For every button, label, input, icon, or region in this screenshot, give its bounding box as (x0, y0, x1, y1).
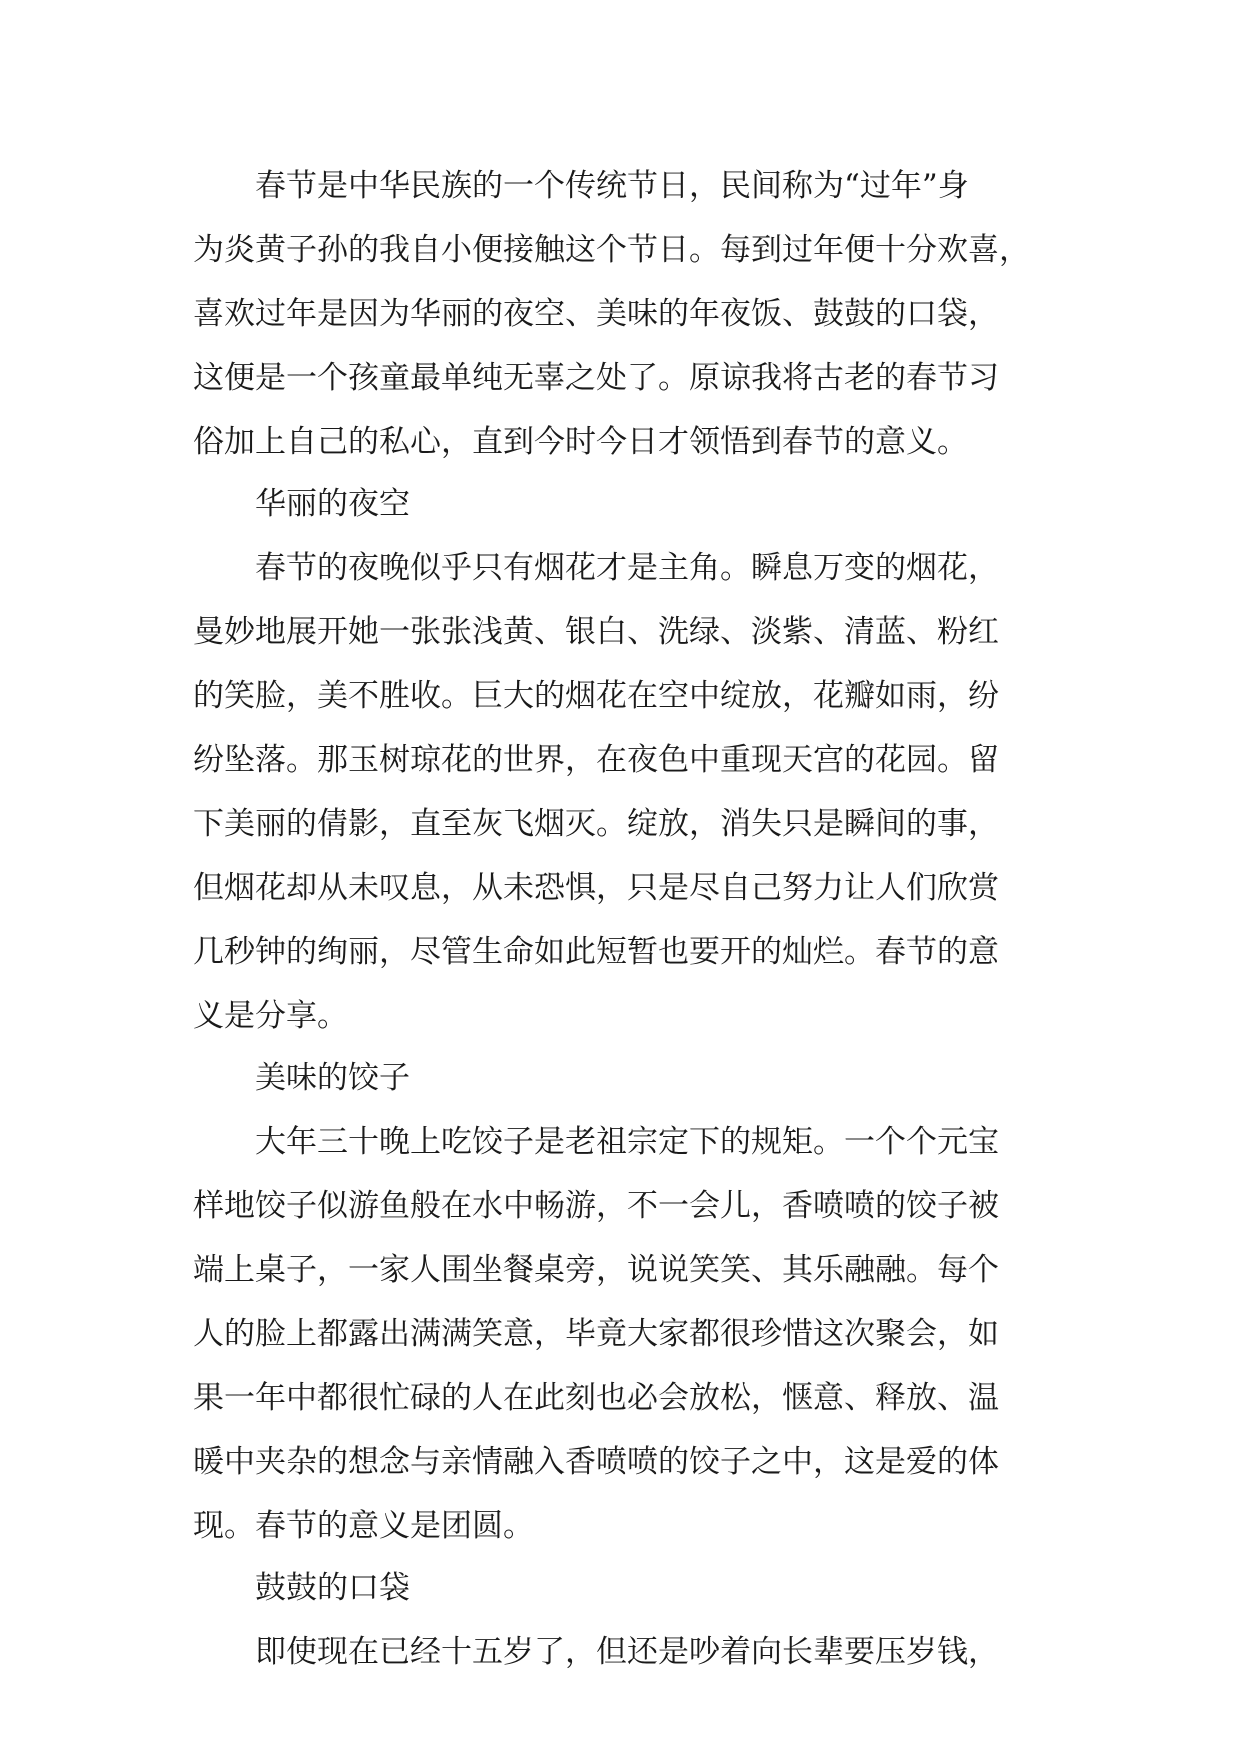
paragraph-line: 几秒钟的绚丽，尽管生命如此短暂也要开的灿烂。春节的意 (193, 934, 999, 970)
paragraph-line: 的笑脸，美不胜收。巨大的烟花在空中绽放，花瓣如雨，纷 (193, 678, 999, 714)
paragraph-line: 义是分享。 (193, 998, 348, 1034)
paragraph-line: 这便是一个孩童最单纯无辜之处了。原谅我将古老的春节习 (193, 360, 999, 396)
paragraph-line: 曼妙地展开她一张张浅黄、银白、洗绿、淡紫、清蓝、粉红 (193, 614, 999, 650)
paragraph-line: 端上桌子，一家人围坐餐桌旁，说说笑笑、其乐融融。每个 (193, 1252, 999, 1288)
paragraph-line: 春节的夜晚似乎只有烟花才是主角。瞬息万变的烟花， (255, 550, 999, 586)
paragraph-line: 果一年中都很忙碌的人在此刻也必会放松，惬意、释放、温 (193, 1380, 999, 1416)
paragraph-line: 喜欢过年是因为华丽的夜空、美味的年夜饭、鼓鼓的口袋， (193, 296, 999, 332)
paragraph-line: 大年三十晚上吃饺子是老祖宗定下的规矩。一个个元宝 (255, 1124, 999, 1160)
section-heading: 美味的饺子 (255, 1060, 410, 1096)
paragraph-line: 春节是中华民族的一个传统节日，民间称为“过年”身 (255, 168, 969, 204)
paragraph-line: 纷坠落。那玉树琼花的世界，在夜色中重现天宫的花园。留 (193, 742, 999, 778)
paragraph-line: 俗加上自己的私心，直到今时今日才领悟到春节的意义。 (193, 424, 968, 460)
paragraph-line: 现。春节的意义是团圆。 (193, 1508, 534, 1544)
paragraph-line: 为炎黄子孙的我自小便接触这个节日。每到过年便十分欢喜， (193, 232, 1030, 268)
paragraph-line: 样地饺子似游鱼般在水中畅游，不一会儿，香喷喷的饺子被 (193, 1188, 999, 1224)
section-heading: 鼓鼓的口袋 (255, 1570, 410, 1606)
section-heading: 华丽的夜空 (255, 486, 410, 522)
paragraph-line: 暖中夹杂的想念与亲情融入香喷喷的饺子之中，这是爱的体 (193, 1444, 999, 1480)
paragraph-line: 人的脸上都露出满满笑意，毕竟大家都很珍惜这次聚会，如 (193, 1316, 999, 1352)
paragraph-line: 即使现在已经十五岁了，但还是吵着向长辈要压岁钱， (255, 1634, 999, 1670)
paragraph-line: 下美丽的倩影，直至灰飞烟灭。绽放，消失只是瞬间的事， (193, 806, 999, 842)
paragraph-line: 但烟花却从未叹息，从未恐惧，只是尽自己努力让人们欣赏 (193, 870, 999, 906)
